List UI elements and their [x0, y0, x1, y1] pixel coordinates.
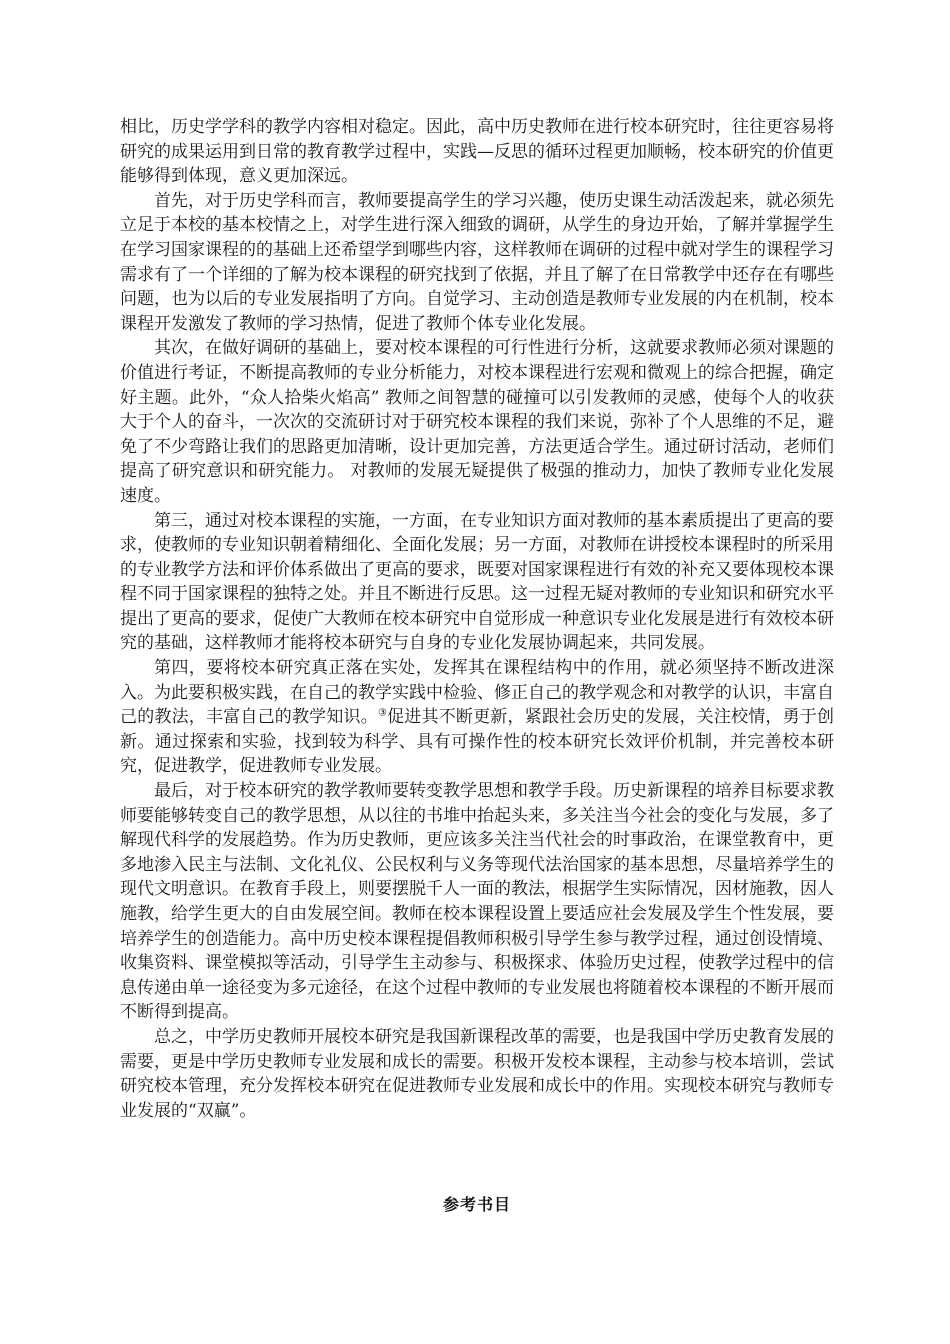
- paragraph-second: 其次，在做好调研的基础上，要对校本课程的可行性进行分析，这就要求教师必须对课题的价值进行考证，不断提高教师的专业分析能力，对校本课程进行宏观和微观上的综合把握，确定好主题。此外，“众人拾柴火焰高” 教师之间智慧的碰撞可以引发教师的灵感，使每个人的收获大于个人的奋斗，一次次的交流研讨对于研究校本课程的我们来说，弥补了个人思维的不足，避免了不少弯路让我们的思路更加清晰，设计更加完善，方法更适合学生。通过研讨活动，老师们提高了研究意识和研究能力。 对教师的发展无疑提供了极强的推动力，加快了教师专业化发展速度。: [120, 338, 834, 506]
- paragraph-fourth-text-after: 促进其不断更新，紧跟社会历史的发展，关注校情，勇于创新。通过探索和实验，找到较为科学、具有可操作性的校本研究长效评价机制，并完善校本研究，促进教学，促进教师专业发展。: [120, 707, 835, 777]
- document-body: [120, 115, 834, 1123]
- paragraph-third: 第三，通过对校本课程的实施，一方面，在专业知识方面对教师的基本素质提出了更高的要求，使教师的专业知识朝着精细化、全面化发展；另一方面，对教师在讲授校本课程时的所采用的专业教学方法和评价体系做出了更高的要求，既要对国家课程进行有效的补充又要体现校本课程不同于国家课程的独特之处。并且不断进行反思。这一过程无疑对教师的专业知识和研究水平提出了更高的要求，促使广大教师在校本研究中自觉形成一种意识专业化发展是进行有效校本研究的基础，这样教师才能将校本研究与自身的专业化发展协调起来，共同发展。: [120, 510, 834, 654]
- footnote-marker: ③: [377, 707, 388, 719]
- references-heading: 参考书目: [442, 1195, 511, 1214]
- paragraph-conclusion: 总之，中学历史教师开展校本研究是我国新课程改革的需要，也是我国中学历史教育发展的需要，更是中学历史教师专业发展和成长的需要。积极开发校本课程，主动参与校本培训，尝试研究校本管理，充分发挥校本研究在促进教师专业发展和成长中的作用。实现校本研究与教师专业发展的“双赢”。: [120, 1026, 834, 1121]
- paragraph-continuation: 相比，历史学学科的教学内容相对稳定。因此，高中历史教师在进行校本研究时，往往更容易将研究的成果运用到日常的教育教学过程中，实践—反思的循环过程更加顺畅，校本研究的价值更能够得到体现，意义更加深远。: [120, 117, 834, 187]
- paragraph-fourth-text-before: 第四，要将校本研究真正落在实处，发挥其在课程结构中的作用，就必须坚持不断改进深入。为此要积极实践，在自己的教学实践中检验、修正自己的教学观念和对教学的认识，丰富自己的教法，丰富自己的教学知识。: [120, 658, 834, 728]
- paragraph-fourth: [120, 656, 834, 779]
- paragraph-first: 首先，对于历史学科而言，教师要提高学生的学习兴趣，使历史课生动活泼起来，就必须先立足于本校的基本校情之上，对学生进行深入细致的调研，从学生的身边开始，了解并掌握学生在学习国家课程的的基础上还希望学到哪些内容，这样教师在调研的过程中就对学生的课程学习需求有了一个详细的了解为校本课程的研究找到了依据，并且了解了在日常教学中还存在有哪些问题，也为以后的专业发展指明了方向。自觉学习、主动创造是教师专业发展的内在机制，校本课程开发激发了教师的学习热情，促进了教师个体专业化发展。: [120, 190, 834, 334]
- paragraph-last: 最后，对于校本研究的教学教师要转变教学思想和教学手段。历史新课程的培养目标要求教师要能够转变自己的教学思想，从以往的书堆中抬起头来，多关注当今社会的变化与发展，多了解现代科学的发展趋势。作为历史教师，更应该多关注当代社会的时事政治，在课堂教育中，更多地渗入民主与法制、文化礼仪、公民权利与义务等现代法治国家的基本思想，尽量培养学生的现代文明意识。在教育手段上，则要摆脱千人一面的教法，根据学生实际情况，因材施教，因人施教，给学生更大的自由发展空间。教师在校本课程设置上要适应社会发展及学生个性发展，要培养学生的创造能力。高中历史校本课程提倡教师积极引导学生参与教学过程，通过创设情境、收集资料、课堂模拟等活动，引导学生主动参与、积极探求、体验历史过程，使教学过程中的信息传递由单一途径变为多元途径，在这个过程中教师的专业发展也将随着校本课程的不断开展而不断得到提高。: [120, 781, 834, 1023]
